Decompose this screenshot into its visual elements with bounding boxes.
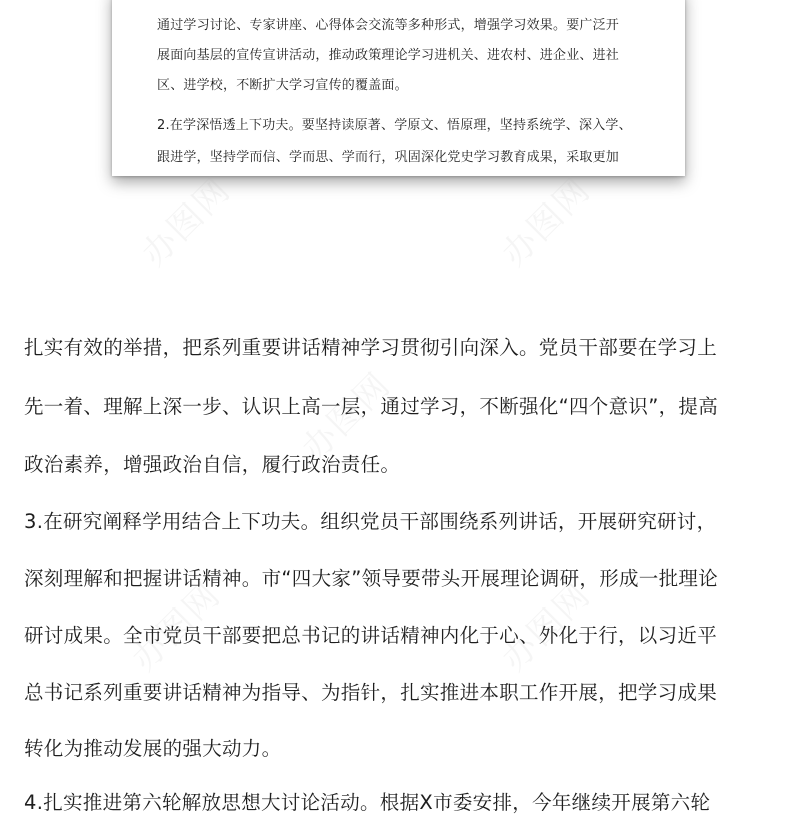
body-text-line: 研讨成果。全市党员干部要把总书记的讲话精神内化于心、外化于行，以习近平 — [24, 624, 718, 647]
watermark: 办图网 — [494, 574, 599, 680]
watermark: 办图网 — [294, 364, 399, 470]
body-text-line: 3.在研究阐释学用结合上下功夫。组织党员干部围绕系列讲话，开展研究研讨， — [24, 510, 717, 533]
body-text-line: 转化为推动发展的强大动力。 — [24, 737, 282, 760]
body-text-line: 扎实有效的举措，把系列重要讲话精神学习贯彻引向深入。党员干部要在学习上 — [24, 336, 718, 359]
card-text-line: 跟进学，坚持学而信、学而思、学而行，巩固深化党史学习教育成果，采取更加 — [157, 150, 620, 165]
card-text-line: 通过学习讨论、专家讲座、心得体会交流等多种形式，增强学习效果。要广泛开 — [157, 18, 620, 33]
document-preview-card — [112, 0, 685, 176]
watermark: 办图网 — [494, 169, 599, 275]
body-text-line: 4.扎实推进第六轮解放思想大讨论活动。根据X市委安排，今年继续开展第六轮 — [24, 791, 711, 814]
card-text-line: 区、进学校，不断扩大学习宣传的覆盖面。 — [157, 78, 408, 93]
body-text-line: 政治素养，增强政治自信，履行政治责任。 — [24, 453, 401, 476]
watermark: 办图网 — [134, 169, 239, 275]
body-text-line: 深刻理解和把握讲话精神。市“四大家”领导要带头开展理论调研，形成一批理论 — [24, 567, 719, 590]
card-text-line: 2.在学深悟透上下功夫。要坚持读原著、学原文、悟原理，坚持系统学、深入学、 — [157, 118, 632, 133]
watermark: 办图网 — [124, 574, 229, 680]
card-text-line: 展面向基层的宣传宣讲活动，推动政策理论学习进机关、进农村、进企业、进社 — [157, 48, 620, 63]
body-text-line: 总书记系列重要讲话精神为指导、为指针，扎实推进本职工作开展，把学习成果 — [24, 681, 718, 704]
body-text-line: 先一着、理解上深一步、认识上高一层，通过学习，不断强化“四个意识”，提高 — [24, 395, 719, 418]
